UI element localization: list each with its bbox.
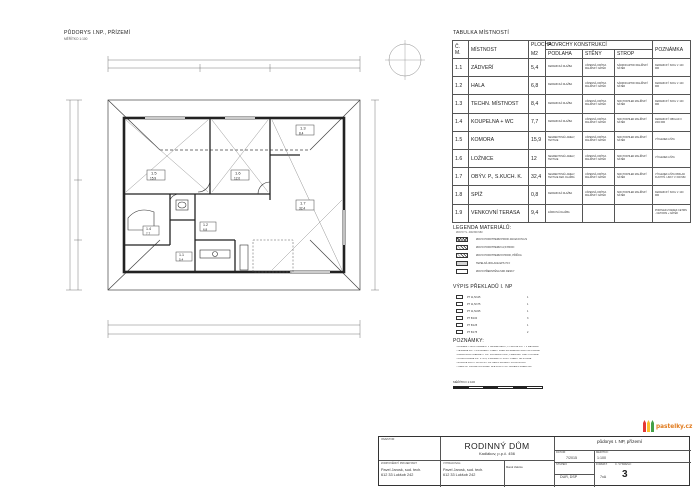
- cell-ceiling: SDK PODHLED MALÍŘSKÝ NÁTĚR: [615, 113, 653, 131]
- note-line: - OKNA A DVEŘE VIZ. VÝPIS, STAVEBNÍ OTVORY OVĚŘIT NA STAVBĚ: [456, 358, 532, 360]
- lintel-row: [456, 308, 528, 314]
- project-title: RODINNÝ DŮM: [464, 441, 530, 451]
- legend-item: [456, 260, 510, 266]
- table-row: [453, 95, 691, 113]
- note-line: - ROZMĚRY JSOU UVEDENY V MILIMETRECH, VÝŠKOVÉ KÓTY V METRECH: [456, 346, 540, 348]
- legend-item: [456, 236, 527, 242]
- cell-ceiling: SDK PODHLED MALÍŘSKÝ NÁTĚR: [615, 131, 653, 149]
- cell-num: 1.6: [453, 149, 469, 167]
- room-tag-num: 1.1: [179, 253, 184, 257]
- notes-title: POZNÁMKY:: [453, 338, 484, 344]
- room-table-title: TABULKA MÍSTNOSTÍ: [453, 30, 510, 36]
- note-line: - ZAŘIZOVACÍ PŘEDMĚTY VIZ. PROFESNÍ ČÁST, PŘEKLADY DLE VÝROBCE: [456, 354, 539, 356]
- scale-label: MĚŘÍTKO:: [596, 451, 609, 454]
- cell-floor: ZÁMKOVÁ DLAŽBA: [546, 204, 583, 222]
- lintel-count: 2: [527, 330, 529, 334]
- cell-walls: VÁPENNÁ OMÍTKA MALÍŘSKÝ NÁTĚR: [583, 131, 615, 149]
- lintel-row: [456, 329, 528, 335]
- room-tag-area: 8,4: [299, 131, 304, 136]
- legend-swatch: [456, 253, 468, 258]
- room-tag-area: 12,0: [234, 176, 241, 181]
- plan-scale: MĚŘÍTKO 1:100: [64, 37, 88, 41]
- cell-name: KOUPELNA + WC: [469, 113, 529, 131]
- legend-item: [456, 244, 514, 250]
- investor-phone: 612 33 Lukšob 242: [381, 473, 414, 477]
- table-row: [453, 113, 691, 131]
- cell-name: LOŽNICE: [469, 149, 529, 167]
- cell-name: OBÝV. P., S.KUCH. K.: [469, 168, 529, 186]
- legend-swatch: [456, 261, 468, 266]
- cell-note: KERAMICKÝ SOKL V. 100 MM: [653, 59, 691, 77]
- cell-name: TECHN. MÍSTNOST: [469, 95, 529, 113]
- cell-note: KERAMICKÝ OBKLAD V. 2000 MM: [653, 113, 691, 131]
- kitchen-counter-side: [240, 245, 248, 270]
- note-line: - IZOLACE PROTI VLHKOSTI VIZ. ŘEZ A SKLADBY KONSTRUKCÍ: [456, 362, 526, 364]
- cell-walls: VÁPENNÁ OMÍTKA MALÍŘSKÝ NÁTĚR: [583, 95, 615, 113]
- note-line: - VEŠKERÉ KÓTY A ROZMĚRY OVĚŘIT PŘED ZAHÁJENÍM PRÁCÍ NA STAVBĚ: [456, 350, 540, 352]
- legend-label: ZDIVO POROTHERM PROFI 440 EKO PLUS: [476, 237, 527, 241]
- lintel-count: 1: [527, 309, 529, 313]
- room-tag-area: 6,8: [203, 227, 208, 232]
- cell-ceiling: SDK PODHLED MALÍŘSKÝ NÁTĚR: [615, 186, 653, 204]
- stage-value: DUR, DSP: [560, 475, 578, 479]
- room-tag-area: 7,7: [146, 231, 151, 236]
- lintel-row: [456, 294, 528, 300]
- logo-text: pastelky.cz: [656, 424, 693, 430]
- cell-num: 1.1: [453, 59, 469, 77]
- legend-label: ZDIVO POROTHERM 11,5 PROFI: [476, 245, 515, 249]
- table-row: [453, 59, 691, 77]
- cell-ceiling: SÁDROKARTON MALÍŘSKÝ NÁTĚR: [615, 59, 653, 77]
- investor-name: Pavel Jarosk, sud. tech.: [381, 468, 422, 472]
- cell-num: 1.2: [453, 77, 469, 95]
- cell-walls: VÁPENNÁ OMÍTKA MALÍŘSKÝ NÁTĚR: [583, 113, 615, 131]
- cell-note: PODHLED Z DESEK CETRIS - CETORIS + NÁTĚR: [653, 204, 691, 222]
- lintel-row: [456, 322, 528, 328]
- cell-area: 0,8: [529, 186, 546, 204]
- cell-area: 7,7: [529, 113, 546, 131]
- legend-label: ZDIVO PŘEDSTĚNA SDK DESKY: [476, 269, 515, 273]
- table-row: [453, 149, 691, 167]
- cell-area: 8,4: [529, 95, 546, 113]
- room-cross-lines: [126, 120, 342, 270]
- cell-ceiling: SDK PODHLED MALÍŘSKÝ NÁTĚR: [615, 168, 653, 186]
- lintel-code: PT 8/100: [467, 316, 478, 320]
- cell-area: 32,4: [529, 168, 546, 186]
- cell-walls: VÁPENNÁ OMÍTKA MALÍŘSKÝ NÁTĚR: [583, 149, 615, 167]
- note-line: - VŠECHNY PRÁCE PROVÁDĚT DLE PLATNÝCH NOREM A PŘEDPISŮ: [456, 366, 532, 368]
- cell-name: SPÍŽ: [469, 186, 529, 204]
- terrace: [253, 240, 293, 272]
- header-ceiling: STROP: [615, 50, 653, 59]
- lintel-count: 1: [527, 302, 529, 306]
- lintel-code: PT 11,5/125: [467, 295, 481, 299]
- legend-swatch: [456, 245, 468, 250]
- table-row: [453, 168, 691, 186]
- lintel-icon: [456, 323, 463, 327]
- sheet-number: 3: [622, 469, 628, 480]
- designer-phone: 612 33 Lukšob 242: [443, 473, 476, 477]
- header-name: MÍSTNOST: [469, 41, 529, 59]
- lintel-row: [456, 315, 528, 321]
- cell-note: VÝKLENEK LIŠTA: [653, 131, 691, 149]
- room-tag-num: 1.3: [300, 125, 306, 131]
- legend-label: TEPELNÁ IZOLACE EPS 70 F: [476, 261, 511, 265]
- cell-walls: VÁPENNÁ OMÍTKA MALÍŘSKÝ NÁTĚR: [583, 168, 615, 186]
- cell-ceiling: SÁDROKARTON MALÍŘSKÝ NÁTĚR: [615, 77, 653, 95]
- header-floor: PODLAHA: [546, 50, 583, 59]
- lintel-icon: [456, 309, 463, 313]
- cell-num: 1.9: [453, 204, 469, 222]
- cell-floor: KERAMICKÁ DLAŽBA: [546, 59, 583, 77]
- lintel-code: PT 8/175: [467, 330, 478, 334]
- drawing-name: půdorys I. NP, přízemí: [597, 439, 643, 444]
- cell-floor: KERAMICKÁ DLAŽBA: [546, 186, 583, 204]
- format-value: 7xA: [600, 475, 607, 479]
- cell-walls: VÁPENNÁ OMÍTKA MALÍŘSKÝ NÁTĚR: [583, 186, 615, 204]
- lintel-row: [456, 301, 528, 307]
- cell-num: 1.8: [453, 186, 469, 204]
- room-tag-num: 1.4: [146, 227, 151, 231]
- designer-label: ZODPOVĚDNÝ PROJEKTANT:: [381, 462, 418, 465]
- scale-value: 1:100: [597, 456, 606, 460]
- room-tag-num: 1.6: [235, 170, 241, 176]
- room-tag-area: 32,4: [299, 206, 306, 211]
- table-row: [453, 186, 691, 204]
- sheet-label: Č. VÝKRESU:: [615, 463, 632, 466]
- table-row: [453, 131, 691, 149]
- drew-name: Marek Valenta: [506, 466, 523, 469]
- cell-walls: VÁPENNÁ OMÍTKA MALÍŘSKÝ NÁTĚR: [583, 59, 615, 77]
- cell-name: ZÁDVEŘÍ: [469, 59, 529, 77]
- format-label: FORMÁT:: [596, 463, 608, 466]
- lintel-title: VÝPIS PŘEKLADŮ I. NP: [453, 284, 513, 290]
- cell-floor: SEGMENTOVÉ LAMELY, TEXTILIE: [546, 131, 583, 149]
- lintel-count: 1: [527, 295, 529, 299]
- cell-area: 6,8: [529, 77, 546, 95]
- cell-note: VÝKLENEK LIŠTA OBKLAD KUCHYŇ. LINKY V. 600 MM: [653, 168, 691, 186]
- cell-floor: SEGMENTOVÉ LAMELY, TEXTILIE: [546, 149, 583, 167]
- cell-floor: KERAMICKÁ DLAŽBA: [546, 77, 583, 95]
- room-tag-area: 15,9: [150, 176, 157, 181]
- cell-name: KOMORA: [469, 131, 529, 149]
- table-row: [453, 204, 691, 222]
- cell-note: KERAMICKÝ SOKL V. 100 MM: [653, 186, 691, 204]
- lintel-icon: [456, 302, 463, 306]
- lintel-icon: [456, 330, 463, 334]
- legend-label: ZDIVO POROTHERM 8 PROFI, PŘÍČKA: [476, 253, 522, 257]
- header-walls: STĚNY: [583, 50, 615, 59]
- header-area-unit: M2: [529, 50, 546, 59]
- date-value: 7/2015: [566, 456, 577, 460]
- cell-floor: SEGMENTOVÉ LAMELY, TEXTILIE KER. DLAŽBA: [546, 168, 583, 186]
- legend-swatch: [456, 269, 468, 274]
- cell-num: 1.7: [453, 168, 469, 186]
- plan-title: PŮDORYS I.NP., PŘÍZEMÍ: [64, 30, 131, 36]
- lintel-code: PT 11,5/175: [467, 302, 481, 306]
- designer-name: Pavel Jarosk, sud. tech.: [443, 468, 484, 472]
- header-note: POZNÁMKA: [653, 41, 691, 59]
- legend-title: LEGENDA MATERIÁLŮ:: [453, 225, 512, 231]
- cell-walls: [583, 204, 615, 222]
- drew-label: VYPRACOVAL:: [443, 462, 462, 465]
- date-label: DATUM:: [556, 451, 566, 454]
- cell-name: HALA: [469, 77, 529, 95]
- investor-label: INVESTOR:: [381, 438, 395, 441]
- cell-name: VENKOVNÍ TERASA: [469, 204, 529, 222]
- cell-ceiling: [615, 204, 653, 222]
- cell-area: 9,4: [529, 204, 546, 222]
- legend-item: [456, 268, 514, 274]
- lintel-count: 1: [527, 323, 529, 327]
- lintel-code: PT 11,5/225: [467, 309, 481, 313]
- lintel-icon: [456, 295, 463, 299]
- cell-ceiling: SDK PODHLED MALÍŘSKÝ NÁTĚR: [615, 95, 653, 113]
- cell-note: KERAMICKÝ SOKL V. 100 MM: [653, 95, 691, 113]
- cell-num: 1.3: [453, 95, 469, 113]
- roof-outline: [108, 100, 360, 290]
- cell-area: 15,9: [529, 131, 546, 149]
- room-tag-area: 5,4: [179, 257, 184, 262]
- cell-floor: KERAMICKÁ DLAŽBA: [546, 113, 583, 131]
- table-row: [453, 77, 691, 95]
- legend-subtitle: ZDIVO TL. 400/300 MM: [456, 231, 483, 234]
- lintel-code: PT 8/125: [467, 323, 478, 327]
- cell-walls: VÁPENNÁ OMÍTKA MALÍŘSKÝ NÁTĚR: [583, 77, 615, 95]
- scale-bar: [453, 386, 543, 389]
- header-area: PLOCHA: [529, 41, 546, 50]
- cell-area: 5,4: [529, 59, 546, 77]
- cell-floor: KERAMICKÁ DLAŽBA: [546, 95, 583, 113]
- scale-bar-label: MĚŘÍTKO 1:100: [453, 380, 476, 384]
- header-finishes: POVRCHY KONSTRUKCÍ: [546, 41, 653, 50]
- legend-item: [456, 252, 522, 258]
- lintel-icon: [456, 316, 463, 320]
- cell-ceiling: SDK PODHLED MALÍŘSKÝ NÁTĚR: [615, 149, 653, 167]
- stage-label: STUPEŇ:: [556, 463, 568, 466]
- cell-note: VÝKLENEK LIŠTA: [653, 149, 691, 167]
- legend-swatch: [456, 237, 468, 242]
- room-tag-num: 1.5: [151, 170, 157, 176]
- cell-num: 1.4: [453, 113, 469, 131]
- room-table: [452, 40, 691, 223]
- cell-note: KERAMICKÝ SOKL V. 100 MM: [653, 77, 691, 95]
- header-num: Č. M.: [453, 41, 469, 59]
- lintel-count: 3: [527, 316, 529, 320]
- exterior-walls: [124, 118, 344, 272]
- room-tag-num: 1.2: [203, 223, 208, 227]
- cell-area: 12: [529, 149, 546, 167]
- cell-num: 1.5: [453, 131, 469, 149]
- project-location: Kadlákov, p.p.č. 456: [479, 451, 515, 456]
- room-tag-num: 1.7: [300, 200, 306, 206]
